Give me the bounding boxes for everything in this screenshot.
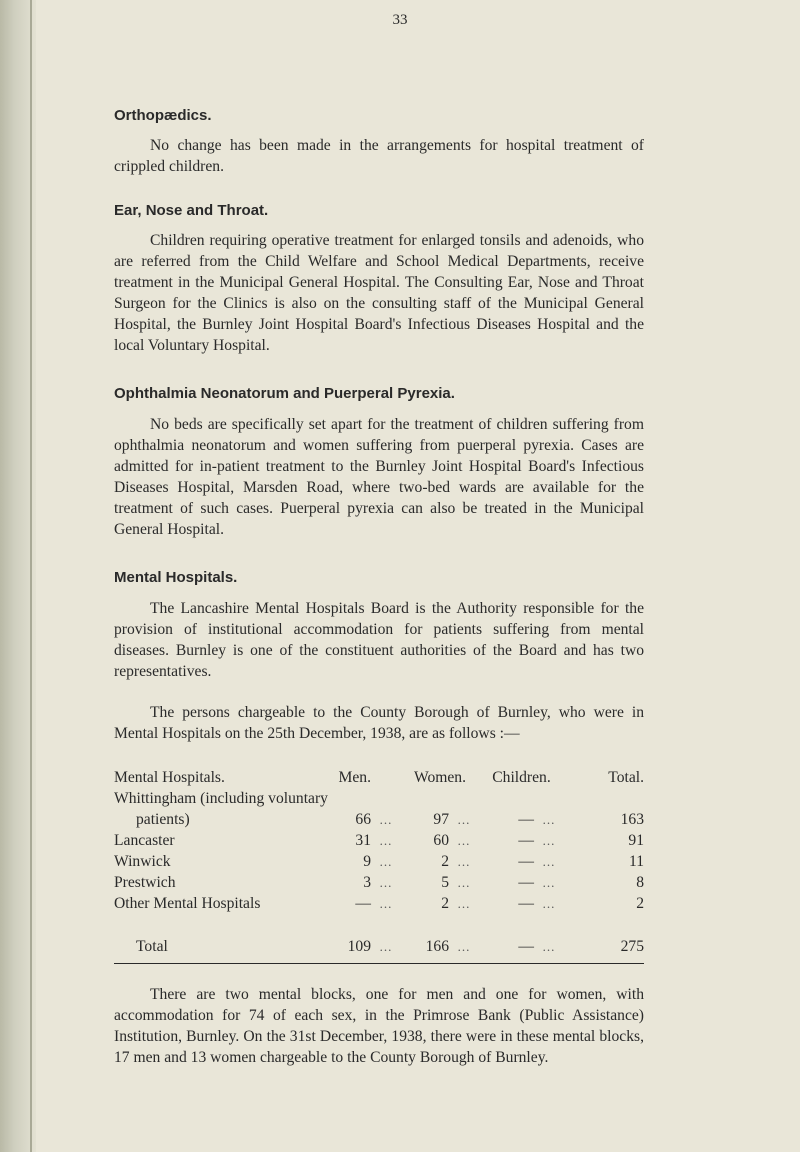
cell-total: 91: [628, 832, 644, 849]
cell-children: —: [518, 874, 534, 891]
cell-women: 2: [441, 895, 449, 912]
table-total-row: Total 109 ... 166 ... — ... 275: [114, 914, 644, 959]
total-women: 166: [425, 938, 449, 955]
cell-men: 31: [355, 832, 371, 849]
page-content: [114, 106, 644, 1068]
total-men: 109: [347, 938, 371, 955]
row-name: Lancaster: [114, 832, 175, 849]
cell-men: 9: [363, 853, 371, 870]
total-total: 275: [620, 938, 644, 955]
cell-children: —: [518, 895, 534, 912]
paragraph-ophthalmia: No beds are specifically set apart for the treatment of children suffering from ophthalmia neonatorum and women suffering from puerperal pyrexia. Cases are admitted for in-patient treatment to the Burnley Joint Hospital Board's Infectious Diseases Hospital, Marsden Road, where two-bed wards are available for the treatment of such cases. Puerperal pyrexia can also be treated in the Municipal General Hospital.: [114, 416, 644, 538]
cell-men: 3: [363, 874, 371, 891]
cell-women: 97: [433, 811, 449, 828]
page-number: 33: [392, 12, 408, 28]
cell-women: 5: [441, 874, 449, 891]
row-name: Whittingham (including voluntary: [114, 790, 328, 807]
header-men: Men.: [338, 769, 371, 786]
total-label: Total: [136, 938, 168, 955]
heading-ear-nose-throat: Ear, Nose and Throat.: [114, 202, 269, 219]
cell-children: —: [518, 832, 534, 849]
table-row: Prestwich 3 ... 5 ... — ... 8: [114, 874, 644, 891]
paragraph-ear-nose-throat: Children requiring operative treatment for enlarged tonsils and adenoids, who are referred from the Child Welfare and School Medical Departments, receive treatment in the Municipal General Hospital. The Consulting Ear, Nose and Throat Surgeon for the Clinics is also on the consulting staff of the Municipal General Hospital, the Burnley Joint Hospital Board's Infectious Diseases Hospital and the local Voluntary Hospital.: [114, 232, 644, 354]
cell-men: 66: [355, 811, 371, 828]
table-row: patients) 66 ... 97 ... — ... 163: [114, 809, 644, 830]
row-name: Other Mental Hospitals: [114, 895, 261, 912]
row-name: Prestwich: [114, 874, 176, 891]
cell-total: 163: [620, 811, 644, 828]
header-children: Children.: [492, 769, 551, 786]
header-women: Women.: [413, 769, 466, 786]
heading-ophthalmia: Ophthalmia Neonatorum and Puerperal Pyrexia.: [114, 385, 455, 402]
row-name-cont: patients): [136, 811, 190, 828]
cell-total: 11: [628, 853, 644, 870]
closing-paragraph: There are two mental blocks, one for men and one for women, with accommodation for 74 of each sex, in the Primrose Bank (Public Assistance) Institution, Burnley. On the 31st December, 1938, there were in these mental blocks, 17 men and 13 women chargeable to the County Borough of Burnley.: [114, 986, 644, 1066]
cell-women: 2: [441, 853, 449, 870]
cell-total: 2: [636, 895, 644, 912]
cell-children: —: [518, 853, 534, 870]
mental-hospitals-table: [114, 767, 644, 959]
row-name: Winwick: [114, 853, 171, 870]
table-row: Winwick 9 ... 2 ... — ... 11: [114, 853, 644, 870]
cell-children: —: [518, 811, 534, 828]
table-row: Lancaster 31 ... 60 ... — ... 91: [114, 832, 644, 849]
total-children: —: [518, 938, 534, 955]
paragraph-mental-hospitals: The Lancashire Mental Hospitals Board is the Authority responsible for the provision of institutional accommodation for patients suffering from mental diseases. Burnley is one of the constituent authorities of the Board and has two representatives.: [114, 600, 644, 680]
table-intro: The persons chargeable to the County Borough of Burnley, who were in Mental Hospitals on the 25th December, 1938, are as follows :—: [114, 704, 644, 742]
table-row: [114, 788, 644, 809]
cell-women: 60: [433, 832, 449, 849]
table-row: Other Mental Hospitals — ... 2 ... — ... 2: [114, 895, 644, 912]
cell-total: 8: [636, 874, 644, 891]
paragraph-orthopaedics: No change has been made in the arrangements for hospital treatment of crippled children.: [114, 137, 644, 175]
cell-men: —: [355, 895, 371, 912]
header-total: Total.: [608, 769, 644, 786]
heading-orthopaedics: Orthopædics.: [114, 107, 212, 124]
heading-mental-hospitals: Mental Hospitals.: [114, 569, 238, 586]
table-bottom-rule: [114, 963, 644, 964]
header-hospitals: Mental Hospitals.: [114, 769, 225, 786]
table-header-row: [114, 767, 644, 788]
